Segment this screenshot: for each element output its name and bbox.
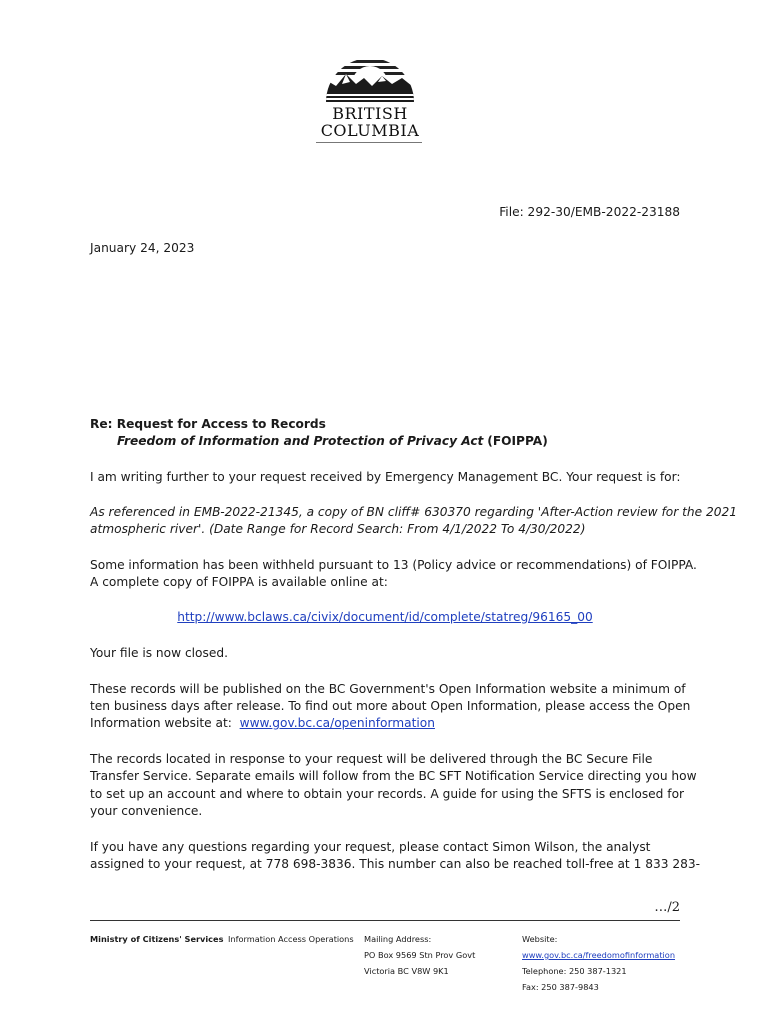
questions-line-2: assigned to your request, at 778 698-3836. This number can also be reached toll-free at 1 833 283- [90,857,700,871]
footer-website-label: Website: [522,934,558,944]
open-information-link[interactable]: www.gov.bc.ca/openinformation [239,716,435,730]
subject-line: Re: Request for Access to Records [90,417,326,431]
bc-government-logo [312,44,428,148]
request-text-line-2: atmospheric river'. (Date Range for Record Search: From 4/1/2022 To 4/30/2022) [90,522,586,536]
sft-line-3: to set up an account and where to obtain your records. A guide for using the SFTS is enclosed for [90,787,685,801]
intro-paragraph: I am writing further to your request received by Emergency Management BC. Your request is for: [90,470,681,484]
footer-fax: Fax: 250 387-9843 [522,982,599,992]
footer-divider [90,920,680,921]
footer-mailing-line-1: PO Box 9569 Stn Prov Govt [364,950,476,960]
sun-mountains-emblem-icon [312,44,428,104]
withheld-line-2: A complete copy of FOIPPA is available online at: [90,575,388,589]
sft-line-1: The records located in response to your request will be delivered through the BC Secure File [90,752,653,766]
file-reference: File: 292-30/EMB-2022-23188 [499,205,680,219]
request-text-line-1: As referenced in EMB-2022-21345, a copy of BN cliff# 630370 regarding 'After-Action review for the 2021 [90,505,738,519]
publish-line-3 [90,715,435,733]
act-abbreviation: (FOIPPA) [487,434,548,448]
page-continuation: …/2 [654,900,680,915]
file-closed-text: Your file is now closed. [90,646,228,660]
footer-website-row [522,948,675,964]
sft-line-2: Transfer Service. Separate emails will follow from the BC SFT Notification Service directing you how [90,769,697,783]
footer-mailing-line-2: Victoria BC V8W 9K1 [364,966,449,976]
footer-mailing-label: Mailing Address: [364,934,432,944]
letter-date: January 24, 2023 [90,241,195,255]
sft-line-4: your convenience. [90,804,203,818]
logo-word-british: BRITISH [332,104,408,123]
publish-line-3-text: Information website at: [90,716,240,730]
questions-line-1: If you have any questions regarding your request, please contact Simon Wilson, the analyst [90,840,651,854]
footer-website-link[interactable]: www.gov.bc.ca/freedomofinformation [522,950,676,960]
logo-underline [316,142,422,143]
logo-word-columbia: COLUMBIA [320,121,420,140]
publish-line-1: These records will be published on the BC Government's Open Information website a minimum of [90,682,686,696]
foippa-link-row [90,610,680,624]
footer-branch: Information Access Operations [228,934,354,944]
footer-telephone: Telephone: 250 387-1321 [522,966,627,976]
publish-line-2: ten business days after release. To find out more about Open Information, please access the Open [90,699,691,713]
subject-act [117,433,548,451]
footer-ministry: Ministry of Citizens' Services [90,934,224,944]
foippa-link[interactable]: http://www.bclaws.ca/civix/document/id/complete/statreg/96165_00 [177,610,593,624]
act-name: Freedom of Information and Protection of Privacy Act [117,434,484,448]
withheld-line-1: Some information has been withheld pursuant to 13 (Policy advice or recommendations) of FOIPPA. [90,558,697,572]
